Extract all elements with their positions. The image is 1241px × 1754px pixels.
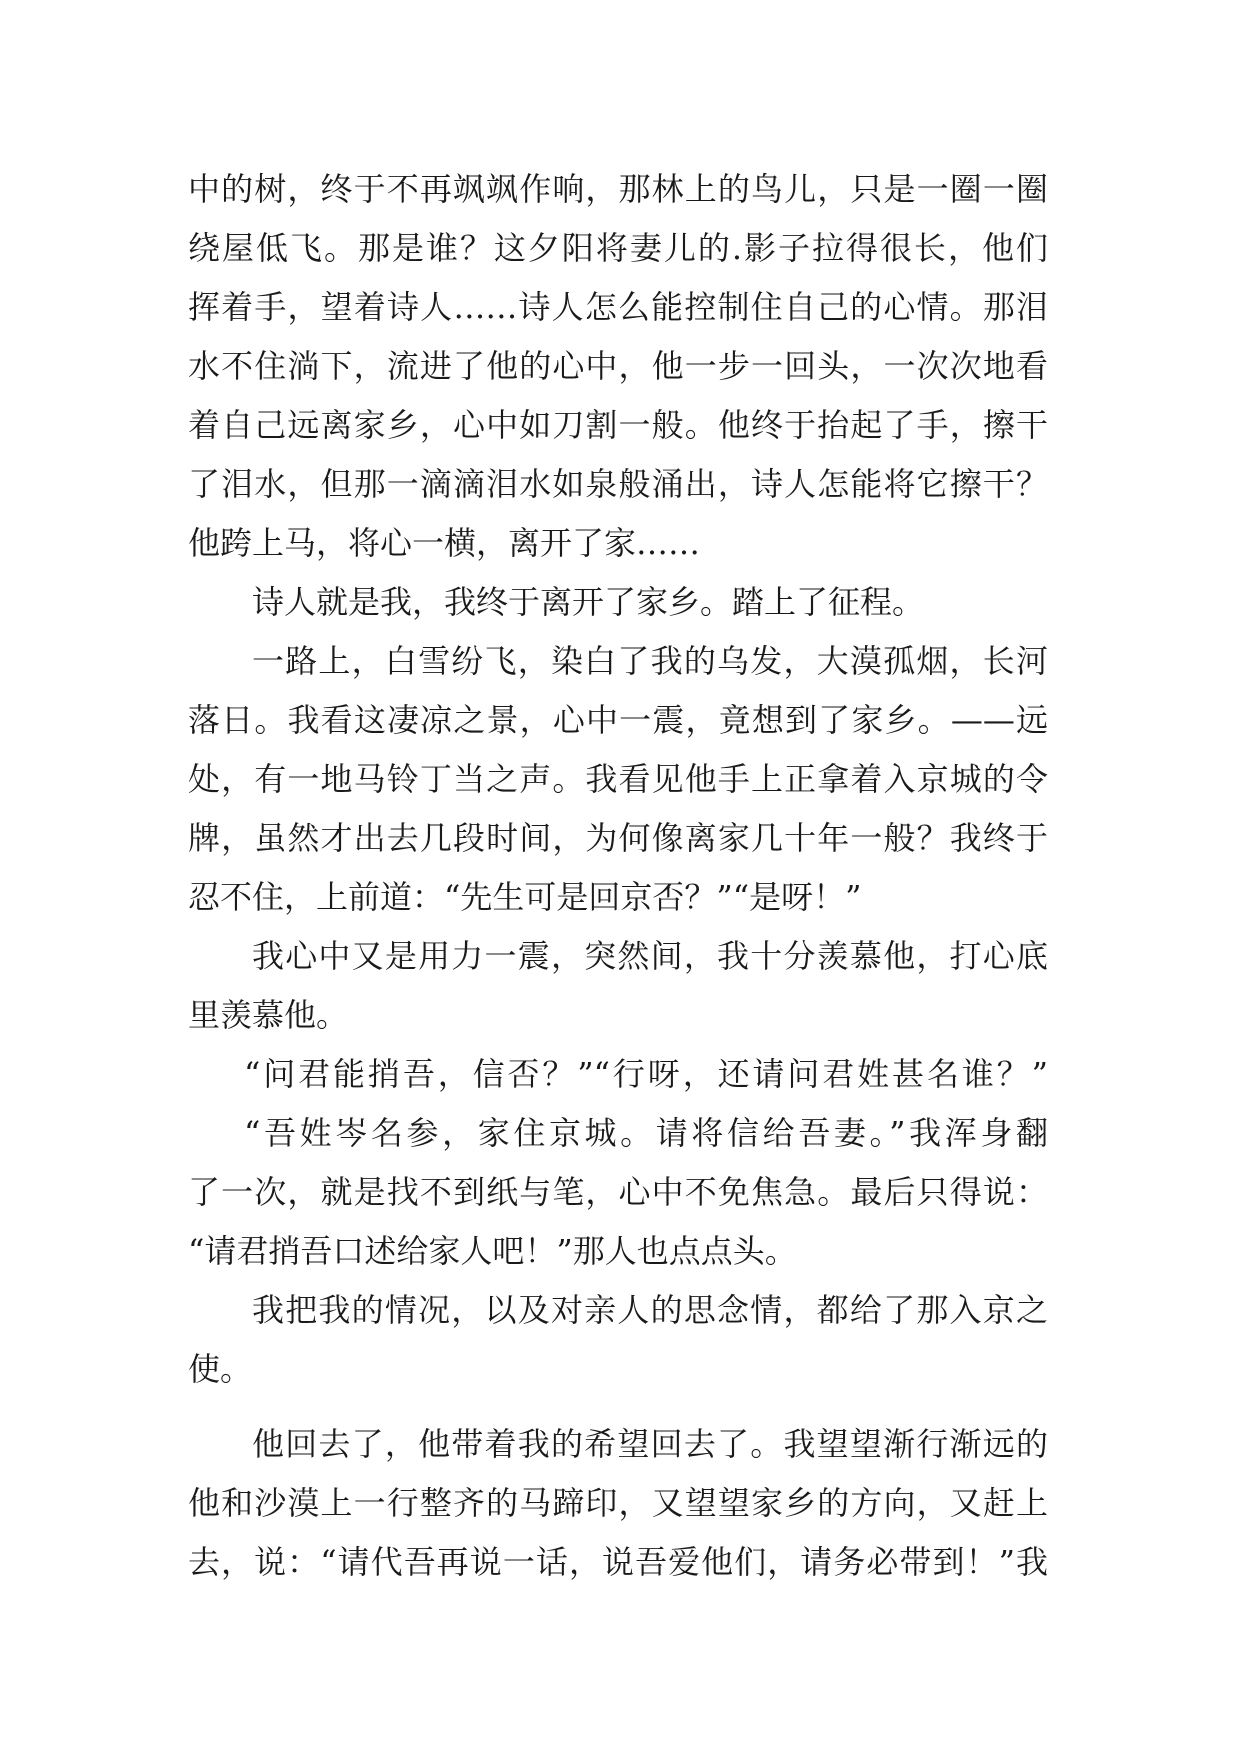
text-line: 里羡慕他。 bbox=[188, 996, 349, 1034]
text-line: 水不住淌下，流进了他的心中，他一步一回头，一次次地看 bbox=[188, 347, 1048, 385]
paragraph-first-line: “吾姓岑名参，家住京城。请将信给吾妻。”我浑身翻 bbox=[244, 1114, 1048, 1152]
text-line: “请君捎吾口述给家人吧！”那人也点点头。 bbox=[188, 1232, 797, 1270]
text-line: 处，有一地马铃丁当之声。我看见他手上正拿着入京城的令 bbox=[188, 760, 1048, 798]
text-line: 落日。我看这凄凉之景，心中一震，竟想到了家乡。——远 bbox=[188, 701, 1048, 739]
paragraph-first-line: 我心中又是用力一震，突然间，我十分羡慕他，打心底 bbox=[252, 937, 1048, 975]
text-line: 了泪水，但那一滴滴泪水如泉般涌出，诗人怎能将它擦干？ bbox=[188, 465, 1048, 503]
text-line: 使。 bbox=[188, 1350, 253, 1388]
paragraph-first-line: 一路上，白雪纷飞，染白了我的乌发，大漠孤烟，长河 bbox=[252, 642, 1048, 680]
text-line: 了一次，就是找不到纸与笔，心中不免焦急。最后只得说： bbox=[188, 1173, 1048, 1211]
paragraph-first-line: 诗人就是我，我终于离开了家乡。踏上了征程。 bbox=[252, 583, 925, 621]
text-line: 着自己远离家乡，心中如刀割一般。他终于抬起了手，擦干 bbox=[188, 406, 1048, 444]
text-line: 中的树，终于不再飒飒作响，那林上的鸟儿，只是一圈一圈 bbox=[188, 170, 1048, 208]
text-line: 他跨上马，将心一横，离开了家…… bbox=[188, 524, 701, 562]
paragraph-first-line: 他回去了，他带着我的希望回去了。我望望渐行渐远的 bbox=[252, 1425, 1048, 1463]
text-line: 牌，虽然才出去几段时间，为何像离家几十年一般？我终于 bbox=[188, 819, 1048, 857]
text-line: 挥着手，望着诗人……诗人怎么能控制住自己的心情。那泪 bbox=[188, 288, 1048, 326]
text-line: 他和沙漠上一行整齐的马蹄印，又望望家乡的方向，又赶上 bbox=[188, 1484, 1048, 1522]
paragraph-first-line: 我把我的情况，以及对亲人的思念情，都给了那入京之 bbox=[252, 1291, 1048, 1329]
text-line: 忍不住，上前道：“先生可是回京否？”“是呀！” bbox=[188, 878, 862, 916]
paragraph-first-line: “问君能捎吾，信否？”“行呀，还请问君姓甚名谁？” bbox=[244, 1055, 1048, 1093]
text-line: 绕屋低飞。那是谁？这夕阳将妻儿的.影子拉得很长，他们 bbox=[188, 229, 1048, 267]
text-line: 去，说：“请代吾再说一话，说吾爱他们，请务必带到！”我 bbox=[188, 1543, 1048, 1581]
